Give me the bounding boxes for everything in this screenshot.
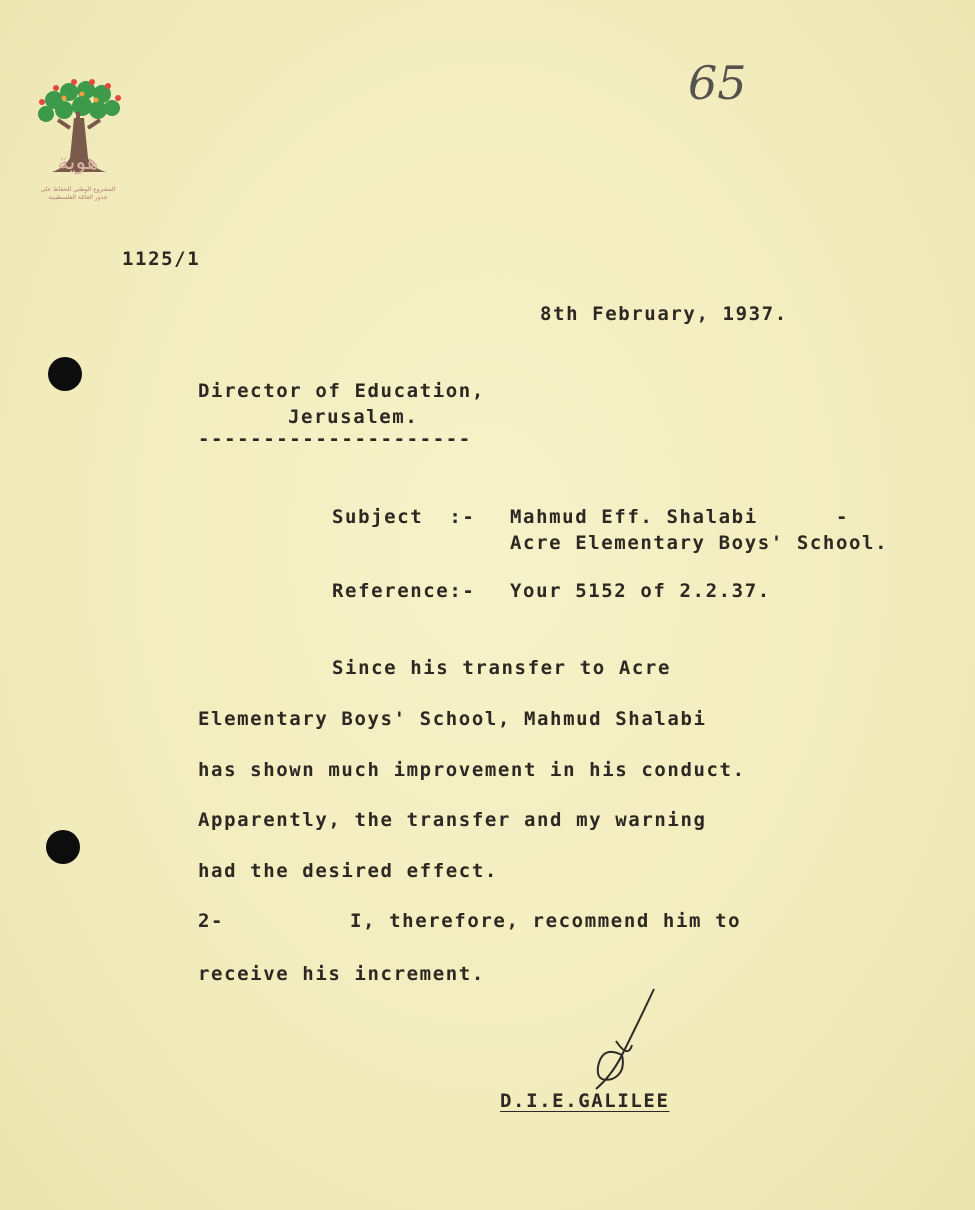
subject-line1: Mahmud Eff. Shalabi - (510, 506, 850, 528)
subject-line2: Acre Elementary Boys' School. (510, 532, 889, 554)
reference-text: Your 5152 of 2.2.37. (510, 580, 771, 602)
body-line: receive his increment. (198, 963, 485, 985)
handwritten-signature-icon (582, 985, 662, 1095)
addressee-rule: --------------------- (198, 428, 472, 450)
file-reference: 1125/1 (122, 248, 201, 270)
subject-label: Subject :- (332, 506, 476, 528)
paragraph-number: 2- (198, 910, 225, 932)
signatory-title: D.I.E.GALILEE (500, 1090, 670, 1112)
addressee-line2: Jerusalem. (288, 406, 419, 428)
body-line: Apparently, the transfer and my warning (198, 809, 707, 831)
body-line: I, therefore, recommend him to (350, 910, 742, 932)
letter-date: 8th February, 1937. (540, 303, 788, 325)
page-number: 65 (688, 56, 747, 110)
body-line: has shown much improvement in his conduct. (198, 759, 746, 781)
punch-hole-top (48, 357, 82, 391)
body-line: Elementary Boys' School, Mahmud Shalabi (198, 708, 707, 730)
logo-caption: المشروع الوطني للحفاظ على جذور العائلة الفلسطينية (40, 186, 116, 201)
logo-script-text: هوية (57, 150, 99, 175)
reference-label: Reference:- (332, 580, 476, 602)
body-line: Since his transfer to Acre (332, 657, 672, 679)
body-line: had the desired effect. (198, 860, 498, 882)
addressee-line1: Director of Education, (198, 380, 485, 402)
punch-hole-bottom (46, 830, 80, 864)
